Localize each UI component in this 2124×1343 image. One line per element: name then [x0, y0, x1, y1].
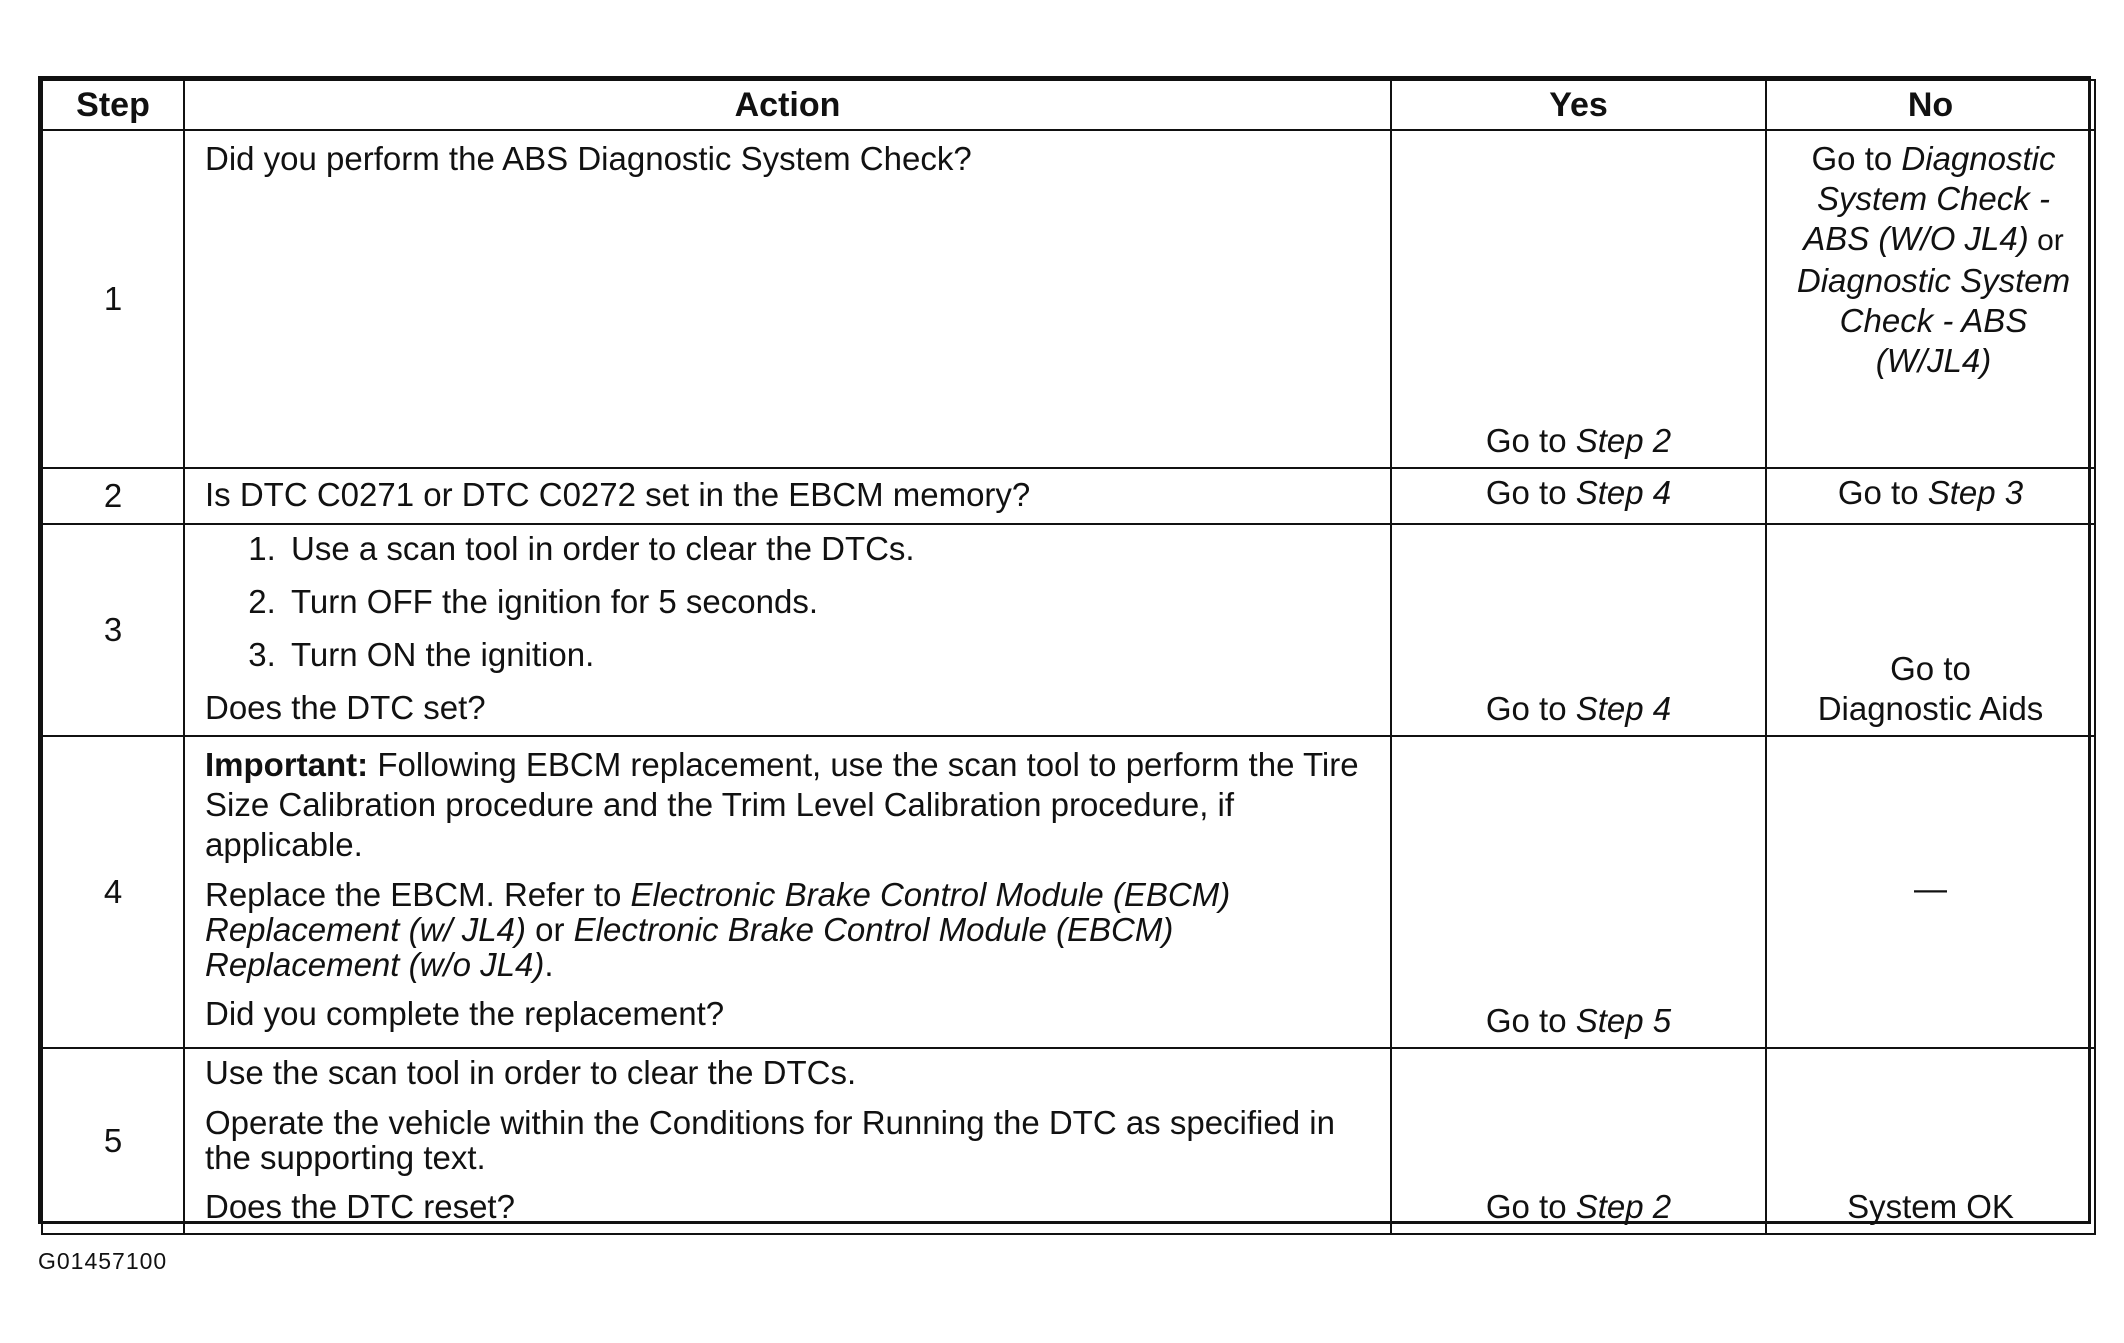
yes-step-link[interactable]: Step 2 [1575, 1188, 1672, 1225]
replace-instruction [205, 877, 1376, 982]
diagnostic-table [41, 79, 2096, 1235]
action-cell [184, 130, 1391, 468]
no-diagnostic-aids-link[interactable]: Diagnostic Aids [1817, 690, 2044, 727]
yes-prefix: Go to [1485, 474, 1576, 511]
action-step-list [205, 529, 1376, 675]
action-text: Use the scan tool in order to clear the DTCs. [205, 1054, 857, 1091]
no-link-with-jl4[interactable]: Diagnostic System Check - ABS (W/JL4) [1796, 262, 2071, 379]
action-text: Operate the vehicle within the Conditions for Running the DTC as specified in the supporting text. [205, 1104, 1335, 1176]
action-cell [184, 736, 1391, 1048]
figure-id: G01457100 [38, 1248, 168, 1274]
list-item: 1. Use a scan tool in order to clear the DTCs. [285, 529, 1376, 569]
no-cell [1766, 1048, 2095, 1234]
ebcm-replacement-with-jl4-link[interactable]: Electronic Brake Control Module (EBCM) Replacement (w/ JL4) [205, 876, 1231, 948]
yes-prefix: Go to [1485, 1188, 1576, 1225]
no-step-link[interactable]: Step 3 [1927, 474, 2024, 511]
yes-step-link[interactable]: Step 4 [1575, 474, 1672, 511]
yes-step-link[interactable]: Step 4 [1575, 690, 1672, 727]
no-cell [1766, 468, 2095, 524]
replace-suffix: . [544, 946, 554, 983]
yes-step-link[interactable]: Step 2 [1575, 422, 1672, 459]
no-link-without-jl4[interactable]: Diagnostic System Check - ABS (W/O JL4) [1803, 140, 2056, 257]
header-step: Step [42, 80, 184, 130]
no-or: or [2028, 224, 2064, 257]
yes-prefix: Go to [1485, 690, 1576, 727]
step-number: 1 [42, 130, 184, 468]
action-question: Did you complete the replacement? [205, 995, 725, 1032]
action-question: Does the DTC set? [205, 689, 486, 726]
step-number: 2 [42, 468, 184, 524]
action-text: Is DTC C0271 or DTC C0272 set in the EBCM memory? [205, 476, 1031, 513]
yes-prefix: Go to [1485, 1002, 1576, 1039]
action-cell [184, 524, 1391, 736]
ebcm-replacement-without-jl4-link[interactable]: Electronic Brake Control Module (EBCM) Replacement (w/o JL4) [205, 911, 1174, 983]
no-system-ok: System OK [1847, 1188, 2014, 1225]
step-number: 4 [42, 736, 184, 1048]
yes-step-link[interactable]: Step 5 [1575, 1002, 1672, 1039]
table-row-step-1 [42, 130, 2095, 468]
no-cell [1766, 130, 2095, 468]
diagnostic-table-frame [38, 76, 2091, 1224]
action-cell [184, 1048, 1391, 1234]
table-row-step-4 [42, 736, 2095, 1048]
table-row-step-2 [42, 468, 2095, 524]
yes-cell [1391, 1048, 1766, 1234]
action-question: Does the DTC reset? [205, 1188, 515, 1225]
table-row-step-3 [42, 524, 2095, 736]
header-action: Action [184, 80, 1391, 130]
header-yes: Yes [1391, 80, 1766, 130]
no-cell [1766, 524, 2095, 736]
no-dash: — [1914, 870, 1947, 907]
yes-cell [1391, 130, 1766, 468]
yes-cell [1391, 468, 1766, 524]
list-item: 2. Turn OFF the ignition for 5 seconds. [285, 582, 1376, 622]
no-prefix: Go to [1837, 474, 1928, 511]
no-prefix: Go to [1811, 140, 1902, 177]
action-text: Did you perform the ABS Diagnostic System Check? [205, 140, 972, 177]
no-cell [1766, 736, 2095, 1048]
step-number: 5 [42, 1048, 184, 1234]
yes-cell [1391, 736, 1766, 1048]
replace-or: or [525, 911, 574, 948]
step-number: 3 [42, 524, 184, 736]
important-note [205, 745, 1376, 865]
important-label: Important: [205, 746, 369, 783]
replace-prefix: Replace the EBCM. Refer to [205, 876, 631, 913]
action-cell [184, 468, 1391, 524]
yes-prefix: Go to [1485, 422, 1576, 459]
table-header-row [42, 80, 2095, 130]
no-prefix: Go to [1890, 650, 1971, 687]
table-row-step-5 [42, 1048, 2095, 1234]
header-no: No [1766, 80, 2095, 130]
yes-cell [1391, 524, 1766, 736]
important-text: Following EBCM replacement, use the scan tool to perform the Tire Size Calibration procedure and the Trim Level Calibration procedure, if applicable. [205, 746, 1359, 863]
list-item: 3. Turn ON the ignition. [285, 635, 1376, 675]
